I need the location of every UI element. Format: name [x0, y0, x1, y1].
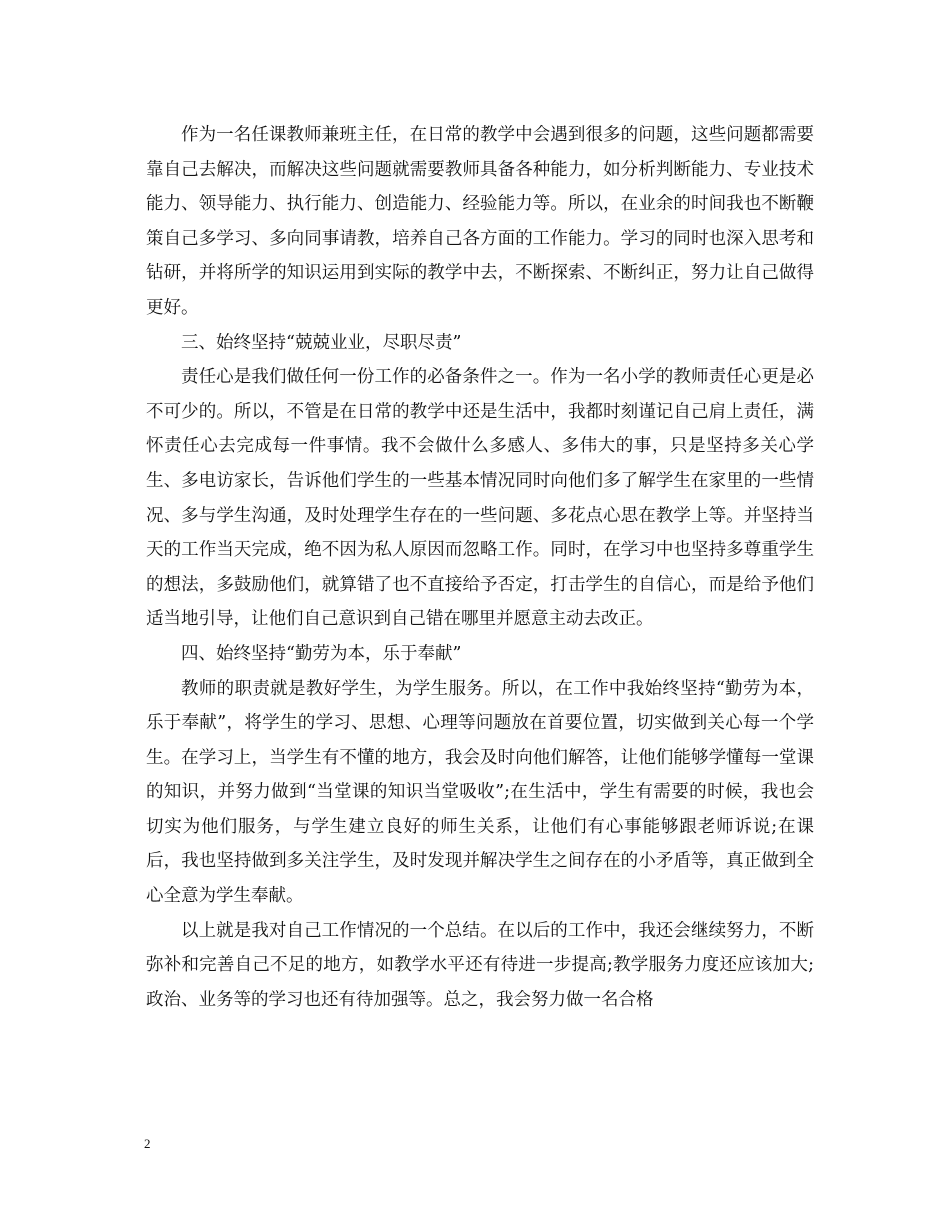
paragraph-responsibility: 责任心是我们做任何一份工作的必备条件之一。作为一名小学的教师责任心更是必不可少的。所以，不管是在日常的教学中还是生活中，我都时刻谨记自己肩上责任，满怀责任心去完成每一件事情。我不会做什么多感人、多伟大的事，只是坚持多关心学生、多电访家长，告诉他们学生的一些基本情况同时向他们多了解学生在家里的一些情况、多与学生沟通，及时处理学生存在的一些问题、多花点心思在教学上等。并坚持当天的工作当天完成，绝不因为私人原因而忽略工作。同时，在学习中也坚持多尊重学生的想法，多鼓励他们，就算错了也不直接给予否定，打击学生的自信心，而是给予他们适当地引导，让他们自己意识到自己错在哪里并愿意主动去改正。: [146, 367, 814, 630]
paragraph-dedication: 教师的职责就是教好学生，为学生服务。所以，在工作中我始终坚持“勤劳为本，乐于奉献”，将学生的学习、思想、心理等问题放在首要位置，切实做到关心每一个学生。在学习上，当学生有不懂的地方，我会及时向他们解答，让他们能够学懂每一堂课的知识，并努力做到“当堂课的知识当堂吸收”;在生活中，学生有需要的时候，我也会切实为他们服务，与学生建立良好的师生关系，让他们有心事能够跟老师诉说;在课后，我也坚持做到多关注学生，及时发现并解决学生之间存在的小矛盾等，真正做到全心全意为学生奉献。: [146, 678, 814, 907]
paragraph-summary: 以上就是我对自己工作情况的一个总结。在以后的工作中，我还会继续努力，不断弥补和完善自己不足的地方，如教学水平还有待进一步提高;教学服务力度还应该加大;政治、业务等的学习也还有待加强等。总之，我会努力做一名合格: [146, 920, 814, 1010]
page-number: 2: [144, 1136, 151, 1151]
paragraph-abilities: 作为一名任课教师兼班主任，在日常的教学中会遇到很多的问题，这些问题都需要靠自己去解决，而解决这些问题就需要教师具备各种能力，如分析判断能力、专业技术能力、领导能力、执行能力、创造能力、经验能力等。所以，在业余的时间我也不断鞭策自己多学习、多向同事请教，培养自己各方面的工作能力。学习的同时也深入思考和钻研，并将所学的知识运用到实际的教学中去，不断探索、不断纠正，努力让自己做得更好。: [146, 125, 814, 318]
document-body: [146, 118, 814, 1017]
heading-section-three: 三、始终坚持“兢兢业业，尽职尽责”: [181, 332, 462, 353]
heading-section-four: 四、始终坚持“勤劳为本，乐于奉献”: [181, 643, 462, 664]
